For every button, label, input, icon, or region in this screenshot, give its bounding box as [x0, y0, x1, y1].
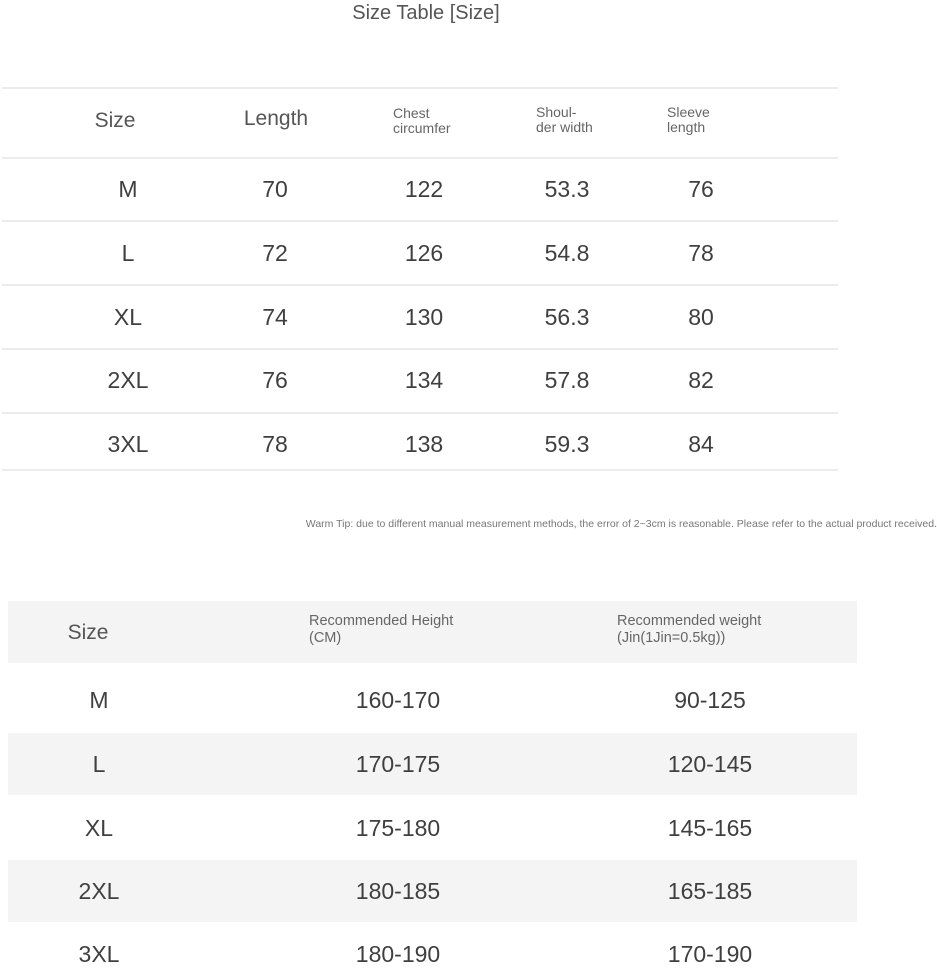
table-divider [2, 87, 838, 89]
cell-size: 3XL [78, 941, 120, 967]
cell-weight: 170-190 [667, 941, 753, 967]
cell-length: 78 [262, 431, 288, 457]
cell-length: 72 [262, 240, 288, 266]
cell-length: 70 [262, 176, 288, 202]
cell-height: 160-170 [355, 687, 441, 713]
cell-chest: 134 [404, 367, 444, 393]
header-sleeve-line2: length [667, 119, 706, 135]
cell-shoulder: 56.3 [544, 304, 590, 330]
header-height [309, 613, 453, 647]
cell-height: 180-190 [355, 941, 441, 967]
cell-size: M [89, 687, 109, 713]
cell-shoulder: 53.3 [544, 176, 590, 202]
cell-size: L [121, 240, 135, 266]
cell-size: XL [84, 815, 114, 841]
cell-shoulder: 57.8 [544, 367, 590, 393]
cell-size: M [118, 176, 138, 202]
table-divider [2, 284, 838, 286]
cell-sleeve: 84 [688, 431, 714, 457]
header-shoulder-line2: der width [536, 119, 593, 135]
cell-sleeve: 78 [688, 240, 714, 266]
cell-chest: 130 [404, 304, 444, 330]
header-weight-line1: Recommended weight [617, 613, 762, 629]
cell-chest: 126 [404, 240, 444, 266]
cell-sleeve: 76 [688, 176, 714, 202]
table-divider [2, 220, 838, 222]
header-sleeve-line1: Sleeve [667, 104, 710, 120]
cell-weight: 145-165 [667, 815, 753, 841]
cell-weight: 165-185 [667, 878, 753, 904]
cell-chest: 122 [404, 176, 444, 202]
cell-size: L [92, 751, 106, 777]
cell-length: 76 [262, 367, 288, 393]
header-size: Size [67, 621, 109, 644]
cell-shoulder: 54.8 [544, 240, 590, 266]
header-length: Length [243, 107, 309, 130]
table-divider [2, 157, 838, 159]
page-title: Size Table [Size] [352, 2, 500, 24]
header-chest [393, 106, 451, 136]
cell-height: 175-180 [355, 815, 441, 841]
cell-size: 2XL [107, 367, 149, 393]
cell-size: 2XL [78, 878, 120, 904]
header-shoulder [536, 105, 593, 135]
table-divider [2, 412, 838, 414]
cell-sleeve: 82 [688, 367, 714, 393]
header-weight [617, 613, 761, 647]
header-height-line2: (CM) [309, 630, 342, 646]
header-size: Size [94, 109, 136, 132]
cell-shoulder: 59.3 [544, 431, 590, 457]
cell-weight: 120-145 [667, 751, 753, 777]
header-weight-line2: (Jin(1Jin=0.5kg)) [617, 630, 726, 646]
cell-sleeve: 80 [688, 304, 714, 330]
cell-weight: 90-125 [674, 687, 746, 713]
cell-size: 3XL [107, 431, 149, 457]
header-chest-line2: circumfer [393, 120, 451, 136]
cell-height: 180-185 [355, 878, 441, 904]
cell-length: 74 [262, 304, 288, 330]
cell-height: 170-175 [355, 751, 441, 777]
cell-size: XL [113, 304, 143, 330]
header-shoulder-line1: Shoul- [536, 104, 577, 120]
table-divider [2, 469, 838, 471]
table-divider [2, 348, 838, 350]
header-height-line1: Recommended Height [309, 613, 454, 629]
header-sleeve [667, 105, 710, 135]
cell-chest: 138 [404, 431, 444, 457]
warm-tip: Warm Tip: due to different manual measurement methods, the error of 2~3cm is reasonable. Please refer to the actual product received. [305, 518, 937, 530]
header-chest-line1: Chest [393, 105, 430, 121]
